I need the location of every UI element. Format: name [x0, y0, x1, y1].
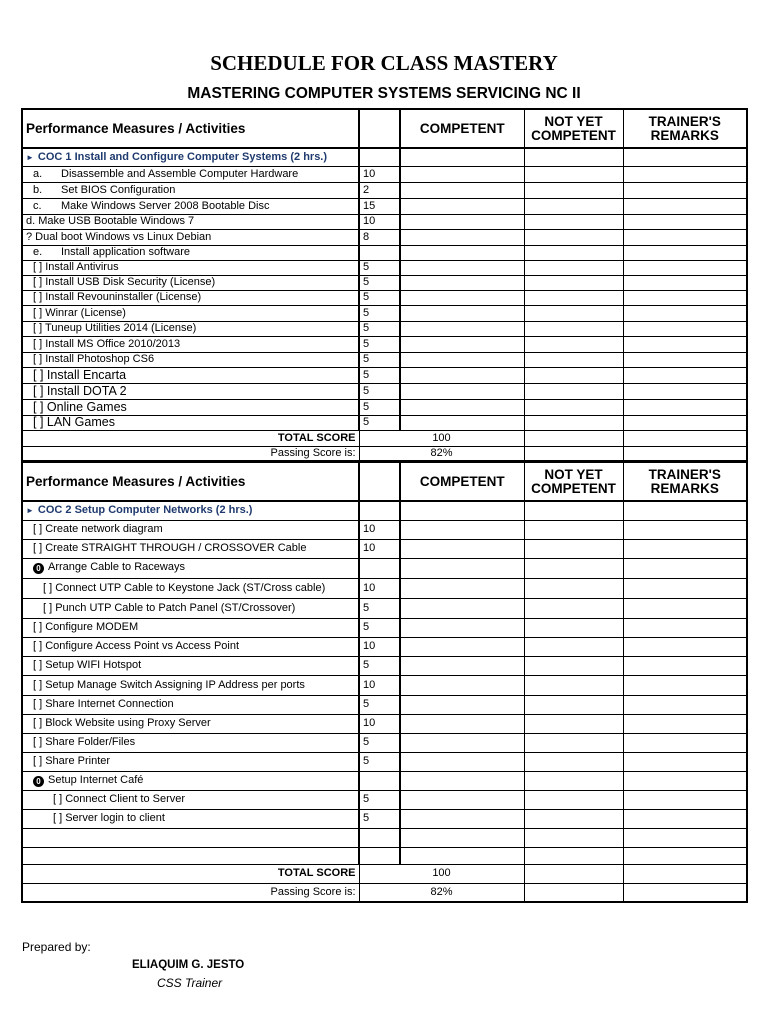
not-yet-competent-cell — [524, 656, 623, 675]
activity-label: [ ] Tuneup Utilities 2014 (License) — [33, 322, 197, 334]
score-cell — [359, 771, 400, 790]
not-yet-competent-cell — [524, 675, 623, 695]
not-yet-competent-cell — [524, 539, 623, 558]
competent-cell — [400, 214, 524, 229]
not-yet-competent-cell — [524, 336, 623, 352]
total-score-value: 100 — [359, 864, 524, 883]
remarks-cell — [623, 675, 747, 695]
table-row — [22, 618, 747, 637]
not-yet-competent-cell — [524, 214, 623, 229]
activity-cell — [22, 321, 359, 336]
competent-cell — [400, 321, 524, 336]
score-cell: 10 — [359, 675, 400, 695]
table-row — [22, 214, 747, 229]
score-cell: 5 — [359, 336, 400, 352]
competent-cell — [400, 539, 524, 558]
header-competent: COMPETENT — [400, 462, 524, 501]
coc2-table — [21, 461, 748, 903]
item-prefix: b. — [33, 183, 43, 196]
competent-cell — [400, 771, 524, 790]
competent-cell — [400, 290, 524, 305]
remarks-cell — [623, 182, 747, 198]
total-score-label: TOTAL SCORE — [22, 864, 359, 883]
trainer-role: CSS Trainer — [157, 976, 223, 990]
table-row — [22, 383, 747, 399]
table-header-row — [22, 109, 747, 148]
remarks-cell — [623, 656, 747, 675]
score-cell: 5 — [359, 809, 400, 828]
activity-cell — [22, 695, 359, 714]
competent-cell — [400, 352, 524, 367]
remarks-cell — [623, 695, 747, 714]
not-yet-competent-cell — [524, 352, 623, 367]
not-yet-competent-cell — [524, 290, 623, 305]
competent-cell — [400, 260, 524, 275]
activity-label: [ ] Server login to client — [53, 812, 165, 824]
score-cell: 5 — [359, 415, 400, 430]
blank-row — [22, 828, 747, 847]
activity-cell — [22, 275, 359, 290]
activity-cell — [22, 182, 359, 198]
competent-cell — [400, 809, 524, 828]
coc2-title: ► COC 2 Setup Computer Networks (2 hrs.) — [22, 501, 359, 520]
score-cell: 5 — [359, 733, 400, 752]
activity-cell — [22, 367, 359, 383]
remarks-cell — [623, 415, 747, 430]
header-competent: COMPETENT — [400, 109, 524, 148]
competent-cell — [400, 305, 524, 321]
score-cell: 5 — [359, 367, 400, 383]
table-row — [22, 771, 747, 790]
activity-label: [ ] Create network diagram — [33, 523, 163, 535]
table-row — [22, 809, 747, 828]
coc1-total-row — [22, 430, 747, 446]
remarks-cell — [623, 714, 747, 733]
activity-label: Set BIOS Configuration — [61, 183, 176, 196]
not-yet-competent-cell — [524, 637, 623, 656]
trainer-name: ELIAQUIM G. JESTO — [132, 959, 245, 971]
activity-label: [ ] Install DOTA 2 — [33, 383, 127, 398]
activity-label: [ ] Connect Client to Server — [53, 793, 186, 805]
activity-label: [ ] Winrar (License) — [33, 306, 126, 319]
activity-label: [ ] Configure MODEM — [33, 621, 139, 633]
header-score — [359, 462, 400, 501]
header-score — [359, 109, 400, 148]
item-prefix: c. — [33, 199, 42, 212]
remarks-cell — [623, 598, 747, 618]
activity-cell — [22, 675, 359, 695]
table-row — [22, 229, 747, 245]
table-row — [22, 245, 747, 260]
remarks-cell — [623, 539, 747, 558]
activity-cell — [22, 214, 359, 229]
score-cell: 5 — [359, 656, 400, 675]
competent-cell — [400, 675, 524, 695]
activity-label: [ ] Block Website using Proxy Server — [33, 717, 211, 729]
remarks-cell — [623, 637, 747, 656]
competent-cell — [400, 733, 524, 752]
activity-label: Arrange Cable to Raceways — [48, 561, 185, 573]
not-yet-competent-cell — [524, 771, 623, 790]
remarks-cell — [623, 733, 747, 752]
activity-label: d. Make USB Bootable Windows 7 — [26, 215, 195, 227]
remarks-cell — [623, 229, 747, 245]
competent-cell — [400, 275, 524, 290]
competent-cell — [400, 245, 524, 260]
item-prefix: e. — [33, 246, 43, 258]
activity-label: [ ] Share Internet Connection — [33, 698, 174, 710]
blank-row — [22, 847, 747, 864]
activity-cell — [22, 336, 359, 352]
table-row — [22, 714, 747, 733]
competent-cell — [400, 558, 524, 578]
table-row — [22, 675, 747, 695]
table-row — [22, 336, 747, 352]
activity-label: [ ] Install USB Disk Security (License) — [33, 276, 216, 288]
score-cell: 5 — [359, 321, 400, 336]
activity-label: Disassemble and Assemble Computer Hardware — [61, 167, 299, 180]
table-row — [22, 790, 747, 809]
not-yet-competent-cell — [524, 182, 623, 198]
activity-cell — [22, 809, 359, 828]
not-yet-competent-cell — [524, 598, 623, 618]
not-yet-competent-cell — [524, 275, 623, 290]
remarks-cell — [623, 558, 747, 578]
score-cell: 10 — [359, 520, 400, 539]
score-cell: 5 — [359, 752, 400, 771]
activity-cell — [22, 520, 359, 539]
table-row — [22, 752, 747, 771]
activity-cell — [22, 399, 359, 415]
competent-cell — [400, 598, 524, 618]
score-cell: 5 — [359, 290, 400, 305]
not-yet-competent-cell — [524, 321, 623, 336]
activity-cell — [22, 714, 359, 733]
not-yet-competent-cell — [524, 558, 623, 578]
remarks-cell — [623, 336, 747, 352]
activity-label: Install application software — [61, 246, 191, 258]
remarks-cell — [623, 578, 747, 598]
score-cell — [359, 558, 400, 578]
passing-score-value: 82% — [359, 446, 524, 461]
passing-score-value: 82% — [359, 883, 524, 902]
remarks-cell — [623, 166, 747, 182]
table-row — [22, 578, 747, 598]
score-cell: 5 — [359, 352, 400, 367]
remarks-cell — [623, 260, 747, 275]
not-yet-competent-cell — [524, 367, 623, 383]
competent-cell — [400, 637, 524, 656]
activity-cell — [22, 733, 359, 752]
not-yet-competent-cell — [524, 383, 623, 399]
activity-label: [ ] Create STRAIGHT THROUGH / CROSSOVER Cable — [33, 542, 307, 554]
activity-cell — [22, 618, 359, 637]
activity-cell — [22, 260, 359, 275]
competent-cell — [400, 714, 524, 733]
coc1-passing-row — [22, 446, 747, 461]
header-not-yet-competent: NOT YET COMPETENT — [524, 462, 623, 501]
activity-label: [ ] Install Photoshop CS6 — [33, 353, 155, 365]
not-yet-competent-cell — [524, 305, 623, 321]
table-header-row — [22, 462, 747, 501]
activity-cell — [22, 290, 359, 305]
score-cell: 5 — [359, 383, 400, 399]
table-row — [22, 399, 747, 415]
score-cell: 8 — [359, 229, 400, 245]
competent-cell — [400, 656, 524, 675]
total-score-label: TOTAL SCORE — [22, 430, 359, 446]
not-yet-competent-cell — [524, 809, 623, 828]
table-row — [22, 520, 747, 539]
activity-cell — [22, 656, 359, 675]
table-row — [22, 558, 747, 578]
score-cell: 5 — [359, 305, 400, 321]
activity-cell — [22, 415, 359, 430]
activity-cell — [22, 383, 359, 399]
remarks-cell — [623, 290, 747, 305]
activity-cell — [22, 539, 359, 558]
table-row — [22, 637, 747, 656]
header-activity: Performance Measures / Activities — [22, 109, 359, 148]
score-cell: 15 — [359, 198, 400, 214]
activity-cell — [22, 305, 359, 321]
coc1-title-row — [22, 148, 747, 166]
score-cell: 10 — [359, 714, 400, 733]
activity-cell — [22, 245, 359, 260]
table-row — [22, 367, 747, 383]
activity-cell — [22, 578, 359, 598]
table-row — [22, 166, 747, 182]
activity-label: [ ] Online Games — [33, 399, 127, 414]
competent-cell — [400, 182, 524, 198]
competent-cell — [400, 520, 524, 539]
score-cell: 5 — [359, 695, 400, 714]
numbered-bullet-icon: 0 — [33, 776, 44, 787]
competent-cell — [400, 383, 524, 399]
competent-cell — [400, 399, 524, 415]
activity-cell — [22, 198, 359, 214]
competent-cell — [400, 695, 524, 714]
table-row — [22, 305, 747, 321]
activity-label: [ ] Punch UTP Cable to Patch Panel (ST/Crossover) — [43, 601, 296, 614]
competent-cell — [400, 790, 524, 809]
arrow-right-icon: ► — [26, 152, 34, 162]
activity-label: [ ] Setup Manage Switch Assigning IP Address per ports — [33, 678, 305, 691]
item-prefix: a. — [33, 167, 43, 180]
score-cell: 10 — [359, 539, 400, 558]
not-yet-competent-cell — [524, 714, 623, 733]
remarks-cell — [623, 367, 747, 383]
page-title: SCHEDULE FOR CLASS MASTERY — [210, 51, 558, 75]
table-row — [22, 733, 747, 752]
header-not-yet-competent: NOT YET COMPETENT — [524, 109, 623, 148]
not-yet-competent-cell — [524, 399, 623, 415]
not-yet-competent-cell — [524, 198, 623, 214]
score-cell: 5 — [359, 790, 400, 809]
score-cell — [359, 245, 400, 260]
header-activity: Performance Measures / Activities — [22, 462, 359, 501]
table-row — [22, 352, 747, 367]
remarks-cell — [623, 321, 747, 336]
not-yet-competent-cell — [524, 578, 623, 598]
competent-cell — [400, 336, 524, 352]
score-cell: 2 — [359, 182, 400, 198]
remarks-cell — [623, 399, 747, 415]
remarks-cell — [623, 214, 747, 229]
score-cell: 10 — [359, 214, 400, 229]
competent-cell — [400, 618, 524, 637]
score-cell: 10 — [359, 637, 400, 656]
numbered-bullet-icon: 0 — [33, 563, 44, 574]
competent-cell — [400, 166, 524, 182]
not-yet-competent-cell — [524, 752, 623, 771]
score-cell: 5 — [359, 399, 400, 415]
not-yet-competent-cell — [524, 520, 623, 539]
not-yet-competent-cell — [524, 618, 623, 637]
activity-label: [ ] Install Antivirus — [33, 261, 119, 273]
activity-label: ? Dual boot Windows vs Linux Debian — [26, 230, 212, 243]
remarks-cell — [623, 245, 747, 260]
remarks-cell — [623, 198, 747, 214]
activity-cell — [22, 352, 359, 367]
competent-cell — [400, 578, 524, 598]
coc1-title: ► COC 1 Install and Configure Computer Systems (2 hrs.) — [22, 148, 359, 166]
score-cell: 10 — [359, 166, 400, 182]
table-row — [22, 182, 747, 198]
not-yet-competent-cell — [524, 229, 623, 245]
competent-cell — [400, 198, 524, 214]
score-cell: 5 — [359, 275, 400, 290]
header-trainers-remarks: TRAINER'S REMARKS — [623, 109, 747, 148]
activity-cell — [22, 637, 359, 656]
activity-cell — [22, 558, 359, 578]
remarks-cell — [623, 352, 747, 367]
activity-label: [ ] Setup WIFI Hotspot — [33, 659, 142, 671]
remarks-cell — [623, 520, 747, 539]
table-row — [22, 695, 747, 714]
coc2-total-row — [22, 864, 747, 883]
competent-cell — [400, 752, 524, 771]
not-yet-competent-cell — [524, 260, 623, 275]
not-yet-competent-cell — [524, 733, 623, 752]
score-cell: 5 — [359, 618, 400, 637]
table-row — [22, 415, 747, 430]
score-cell: 5 — [359, 260, 400, 275]
table-row — [22, 656, 747, 675]
table-row — [22, 275, 747, 290]
activity-label: [ ] Install Revouninstaller (License) — [33, 291, 202, 303]
activity-label: Make Windows Server 2008 Bootable Disc — [61, 199, 270, 212]
table-row — [22, 198, 747, 214]
arrow-right-icon: ► — [26, 506, 34, 516]
header-trainers-remarks: TRAINER'S REMARKS — [623, 462, 747, 501]
activity-label: Setup Internet Café — [48, 773, 144, 786]
remarks-cell — [623, 275, 747, 290]
remarks-cell — [623, 752, 747, 771]
coc1-table — [21, 108, 748, 462]
not-yet-competent-cell — [524, 245, 623, 260]
activity-cell — [22, 771, 359, 790]
activity-label: [ ] Configure Access Point vs Access Point — [33, 640, 240, 652]
remarks-cell — [623, 809, 747, 828]
passing-score-label: Passing Score is: — [22, 446, 359, 461]
passing-score-label: Passing Score is: — [22, 883, 359, 902]
activity-cell — [22, 166, 359, 182]
remarks-cell — [623, 383, 747, 399]
table-row — [22, 321, 747, 336]
not-yet-competent-cell — [524, 695, 623, 714]
table-row — [22, 539, 747, 558]
table-row — [22, 290, 747, 305]
remarks-cell — [623, 618, 747, 637]
activity-cell — [22, 598, 359, 618]
total-score-value: 100 — [359, 430, 524, 446]
activity-cell — [22, 752, 359, 771]
not-yet-competent-cell — [524, 166, 623, 182]
table-row — [22, 260, 747, 275]
activity-cell — [22, 790, 359, 809]
remarks-cell — [623, 790, 747, 809]
page-subtitle: MASTERING COMPUTER SYSTEMS SERVICING NC II — [187, 85, 581, 102]
activity-label: [ ] Install MS Office 2010/2013 — [33, 337, 181, 350]
coc2-passing-row — [22, 883, 747, 902]
remarks-cell — [623, 305, 747, 321]
competent-cell — [400, 229, 524, 245]
activity-cell — [22, 229, 359, 245]
table-row — [22, 598, 747, 618]
activity-label: [ ] Install Encarta — [33, 367, 127, 382]
not-yet-competent-cell — [524, 790, 623, 809]
activity-label: [ ] LAN Games — [33, 415, 115, 430]
not-yet-competent-cell — [524, 415, 623, 430]
score-cell: 5 — [359, 598, 400, 618]
activity-label: [ ] Share Folder/Files — [33, 736, 136, 748]
coc2-title-row — [22, 501, 747, 520]
activity-label: [ ] Share Printer — [33, 755, 111, 767]
activity-label: [ ] Connect UTP Cable to Keystone Jack (ST/Cross cable) — [43, 581, 326, 594]
remarks-cell — [623, 771, 747, 790]
competent-cell — [400, 415, 524, 430]
competent-cell — [400, 367, 524, 383]
prepared-by-label: Prepared by: — [22, 940, 91, 954]
score-cell: 10 — [359, 578, 400, 598]
